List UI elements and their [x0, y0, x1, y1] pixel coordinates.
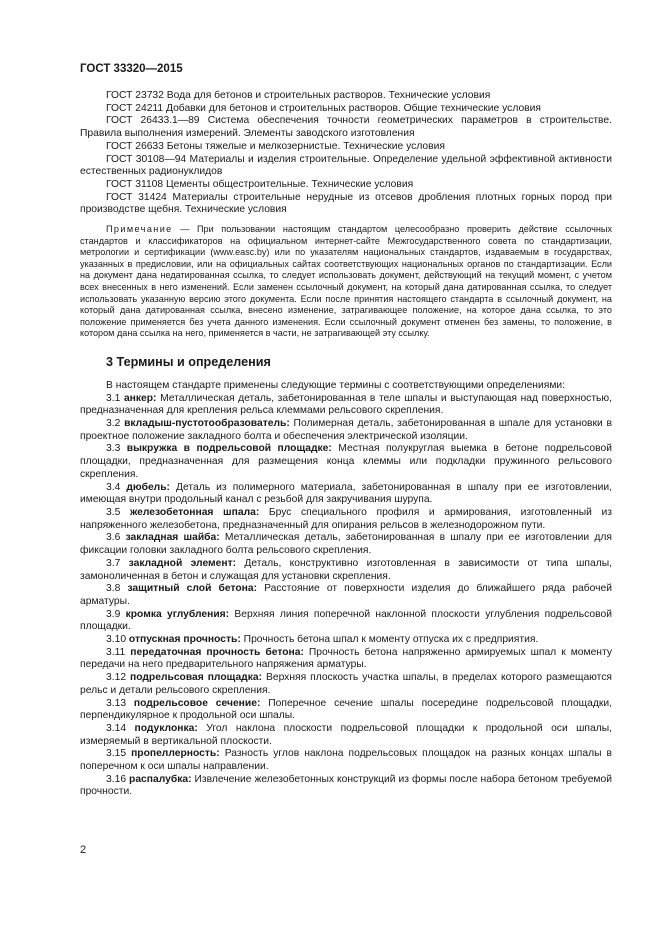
term-text: Металлическая деталь, забетонированная в шпалу при ее изготовлении для фиксации головки закладного болта рельсового скрепления. — [80, 532, 613, 557]
term-text: Полимерная деталь, забетонированная в шпале для установки в проектное положение закладного болта и обеспечения электрической изоляции. — [80, 418, 612, 442]
reference-item: ГОСТ 31424 Материалы строительные нерудные из отсевов дробления плотных горных пород при производстве щебня. Технические условия — [80, 191, 612, 216]
term-text: Металлическая деталь, забетонированная в теле шпалы и выступающая над поверхностью, предназначенная для крепления рельса клеммами рельсового скрепления. — [80, 392, 612, 417]
term-number: 3.16 — [106, 773, 127, 785]
term-number: 3.15 — [106, 748, 127, 760]
term-number: 3.9 — [106, 608, 121, 620]
term-number: 3.10 — [106, 634, 127, 646]
term-name: распалубка: — [129, 773, 192, 785]
term-text: Деталь, конструктивно изготовленная в зависимости от типа шпалы, замоноличенная в бетон и служащая для установки скрепления. — [80, 557, 612, 582]
note-paragraph — [80, 224, 612, 340]
term-name: вкладыш-пустотообразователь: — [124, 418, 290, 430]
term-text: Угол наклона плоскости подрельсовой площадки к продольной оси шпалы, измеряемый в вертикальной плоскости. — [80, 722, 612, 747]
term-number: 3.11 — [106, 646, 126, 658]
term-name: выкружка в подрельсовой площадке: — [126, 443, 332, 455]
term-definition — [80, 723, 612, 748]
term-definition — [80, 748, 612, 773]
term-name: закладной элемент: — [128, 557, 237, 569]
term-definition — [80, 774, 612, 799]
reference-item: ГОСТ 26433.1—89 Система обеспечения точности геометрических параметров в строительстве. Правила выполнения измерений. Элементы заводского изготовления — [80, 115, 612, 140]
term-definition — [80, 532, 612, 557]
term-number: 3.1 — [106, 392, 121, 404]
term-text: Разность углов наклона подрельсовых площадок на разных концах шпалы в поперечном к оси шпалы направлении. — [80, 748, 612, 773]
reference-item: ГОСТ 23732 Вода для бетонов и строительных растворов. Технические условия — [106, 90, 491, 101]
section-heading: 3 Термины и определения — [106, 354, 271, 369]
term-number: 3.5 — [106, 507, 121, 518]
term-name: закладная шайба: — [125, 532, 220, 544]
term-number: 3.12 — [106, 672, 127, 684]
term-number: 3.4 — [106, 481, 121, 493]
term-number: 3.3 — [106, 443, 121, 455]
term-name: кромка углубления: — [125, 608, 230, 620]
term-definition — [80, 634, 612, 647]
term-name: дюбель: — [126, 481, 170, 493]
term-number: 3.6 — [106, 532, 121, 544]
term-text: Местная полукруглая выемка в бетоне подрельсовой площадки, предназначенная для размещения конца клеммы или подкладки пружинного рельсового скрепления. — [80, 443, 612, 480]
term-text: Верхняя плоскость участка шпалы, в пределах которого размещаются рельс и детали рельсового скрепления. — [80, 672, 612, 696]
note-text: — При пользовании настоящим стандартом целесообразно проверить действие ссылочных стандартов и классификаторов на официальном интернет-сайте Межгосударственного совета по стандартизации, метрологии и сертификации (www.easc.by) или по указателям национальных стандартов, издаваемым в государствах, указанных в предисловии, или на официальных сайтах соответствующих национальных органов по стандартизации. Если на документ дана недатированная ссылка, то следует использовать документ, действующий на текущий момент, с учетом всех внесенных в него изменений. Если заменен ссылочный документ, на который дана датированная ссылка, то следует использовать указанную версию этого документа. Если после принятия настоящего стандарта в ссылочный документ, на который дана датированная ссылка, внесено изменение, затрагивающее положение, на которое дана ссылка, то это положение применяется без учета данного изменения. Если ссылочный документ отменен без замены, то положение, в котором дана ссылка на него, применяется в части, не затрагивающей эту ссылку. — [80, 224, 612, 339]
reference-item: ГОСТ 26633 Бетоны тяжелые и мелкозернистые. Технические условия — [106, 140, 445, 152]
term-text: Верхняя линия поперечной наклонной плоскости углубления подрельсовой площадки. — [80, 608, 612, 633]
term-name: защитный слой бетона: — [127, 583, 258, 595]
term-definition — [80, 443, 612, 481]
reference-item: ГОСТ 31108 Цементы общестроительные. Технические условия — [106, 178, 414, 190]
term-definition — [80, 583, 612, 608]
references-list — [80, 90, 612, 217]
term-definition — [80, 647, 612, 672]
reference-item: ГОСТ 24211 Добавки для бетонов и строительных растворов. Общие технические условия — [106, 102, 541, 114]
term-number: 3.13 — [106, 697, 127, 709]
term-text: Прочность бетона напряженно армируемых шпал к моменту передачи на него предварительного напряжения арматуры. — [80, 646, 612, 671]
page-content — [80, 90, 612, 799]
term-name: железобетонная шпала: — [129, 507, 260, 518]
term-number: 3.7 — [106, 557, 121, 569]
note-label: Примечание — [106, 224, 173, 235]
term-definition — [80, 698, 612, 723]
term-definition — [80, 418, 612, 443]
term-name: подрельсовое сечение: — [133, 697, 261, 709]
term-definition — [80, 393, 612, 418]
section-intro: В настоящем стандарте применены следующие термины с соответствующими определениями: — [106, 379, 566, 391]
terms-list — [80, 393, 612, 800]
term-definition — [80, 482, 612, 507]
term-text: Прочность бетона шпал к моменту отпуска их с предприятия. — [240, 634, 539, 646]
term-name: анкер: — [123, 392, 157, 404]
term-name: подрельсовая площадка: — [130, 672, 263, 684]
term-text: Извлечение железобетонных конструкций из формы после набора бетоном требуемой прочности. — [80, 773, 612, 798]
term-definition — [80, 507, 612, 532]
term-text: Расстояние от поверхности изделия до ближайшего ряда рабочей арматуры. — [80, 583, 612, 607]
term-name: передаточная прочность бетона: — [130, 646, 304, 658]
reference-item: ГОСТ 30108—94 Материалы и изделия строительные. Определение удельной эффективной активности естественных радионуклидов — [80, 153, 612, 178]
term-definition — [80, 609, 612, 634]
term-number: 3.2 — [106, 418, 121, 430]
term-name: подуклонка: — [134, 722, 198, 734]
term-name: отпускная прочность: — [128, 634, 241, 646]
page-number: 2 — [80, 844, 87, 856]
term-number: 3.14 — [106, 722, 127, 734]
document-header: ГОСТ 33320—2015 — [80, 63, 183, 75]
term-definition — [80, 558, 612, 583]
term-definition — [80, 672, 612, 697]
term-text: Поперечное сечение шпалы посередине подрельсовой площадки, перпендикулярное к продольной оси шпалы. — [80, 697, 612, 722]
term-text: Деталь из полимерного материала, забетонированная в шпалу при ее изготовлении, имеющая внутри продольный канал с резьбой для закручивания шурупа. — [80, 481, 612, 506]
term-name: пропеллерность: — [131, 748, 220, 760]
term-number: 3.8 — [106, 583, 121, 595]
term-text: Брус специального профиля и армирования, изготовленный из напряженного железобетона, предназначенный для опирания рельсов в железнодорожном пути. — [80, 507, 612, 531]
